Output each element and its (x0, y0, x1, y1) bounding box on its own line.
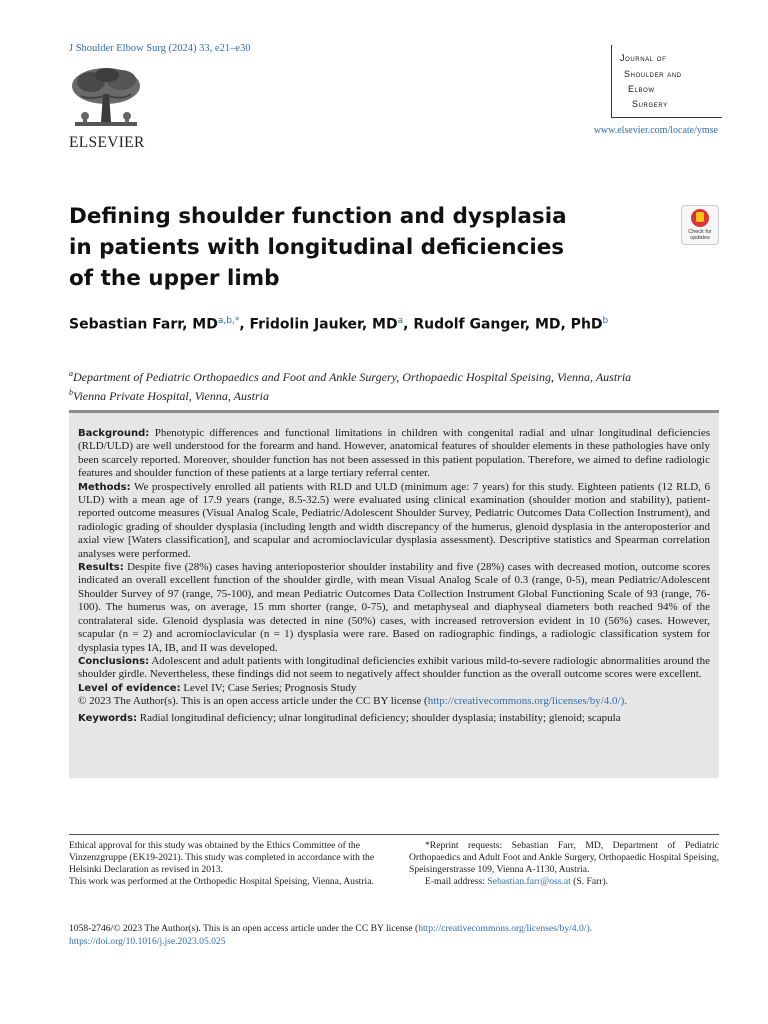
abstract-level-of-evidence (78, 682, 710, 695)
doi-link[interactable]: https://doi.org/10.1016/j.jse.2023.05.025 (69, 936, 226, 947)
elsevier-tree-icon (69, 66, 143, 132)
abstract-conclusions (78, 655, 710, 682)
ethics-note: Ethical approval for this study was obtained by the Ethics Committee of the Vinzenzgruppe (EK19-2021). This study was completed in accordance with the Helsinki Declaration as revised in 2013. (69, 840, 375, 875)
keywords-text: Radial longitudinal deficiency; ulnar longitudinal deficiency; shoulder dysplasia; instability; glenoid; scapula (139, 711, 621, 724)
abstract-methods (78, 481, 710, 561)
author-separator: , (403, 316, 414, 333)
journal-citation[interactable]: J Shoulder Elbow Surg (2024) 33, e21–e30 (69, 43, 251, 54)
affiliation-item (69, 366, 631, 385)
affiliation-item (69, 385, 631, 404)
section-text: Adolescent and adult patients with longitudinal deficiencies exhibit various mild-to-severe radiologic abnormalities around the shoulder girdle. Nevertheless, these findings did not seem to negatively affect shoulder function as the overall outcome scores were excellent. (78, 654, 710, 681)
check-for-updates-button[interactable] (681, 205, 719, 245)
author-affiliation-link[interactable]: a (397, 316, 404, 326)
footnote-left (69, 840, 381, 888)
email-label: E-mail address: (425, 876, 488, 887)
abstract-box (69, 410, 719, 778)
author-name: Rudolf Ganger, MD, PhD (413, 316, 603, 333)
check-updates-icon (691, 209, 709, 227)
corresponding-author-mark[interactable]: * (234, 316, 240, 326)
journal-name-line-1: Journal of (620, 53, 667, 63)
issn-end: ). (586, 923, 593, 934)
email-suffix: (S. Farr). (570, 876, 609, 887)
journal-url-link[interactable]: www.elsevier.com/locate/ymse (593, 125, 718, 136)
author-separator: , (239, 316, 250, 333)
abstract-background (78, 427, 710, 481)
section-label: Methods: (78, 481, 131, 493)
footnote-divider (69, 834, 719, 835)
author-name: Sebastian Farr, MD (69, 316, 218, 333)
publisher-name: ELSEVIER (69, 134, 145, 151)
footnote-right (409, 840, 719, 888)
copyright-text: © 2023 The Author(s). This is an open access article under the CC BY license ( (78, 695, 428, 708)
section-label: Results: (78, 562, 124, 574)
affiliation-text: Department of Pediatric Orthopaedics and Foot and Ankle Surgery, Orthopaedic Hospital Speising, Vienna, Austria (73, 370, 632, 384)
section-label: Conclusions: (78, 655, 150, 667)
copyright-end: ). (620, 695, 627, 708)
section-label: Level of evidence: (78, 682, 181, 694)
journal-name-line-3: Elbow (628, 84, 655, 94)
journal-logo (611, 45, 722, 118)
article-title: Defining shoulder function and dysplasia in patients with longitudinal deficiencies of the upper limb (69, 204, 567, 291)
bottom-info (69, 922, 592, 948)
license-link[interactable]: http://creativecommons.org/licenses/by/4.0/ (427, 695, 621, 708)
journal-name-line-2: Shoulder and (624, 69, 682, 79)
license-link[interactable]: http://creativecommons.org/licenses/by/4.0/ (418, 923, 587, 934)
section-text: We prospectively enrolled all patients with RLD and ULD (minimum age: 7 years) for this study. Eighteen patients (12 RLD, 6 ULD) with a mean age of 17.9 years (range, 8.5-32.5) were evaluated using clinical examination (shoulder motion and stability), patient-reported outcome measures (Visual Analog Scale, Pediatric/Adolescent Shoulder Survey, Pediatric Outcomes Data Collection Instrument), and radiologic grading of shoulder dysplasia (including length and width discrepancy of the humerus, glenoid dysplasia in the anteroposterior and axial view [Waters classification], and scapular and acromioclavicular dysplasia assessment). Descriptive statistics and Spearman correlation analyses were performed. (78, 480, 710, 560)
affiliation-marker: a (69, 369, 73, 378)
author-affiliation-link[interactable]: a,b, (217, 316, 235, 326)
affiliation-text: Vienna Private Hospital, Vienna, Austria (73, 389, 269, 403)
location-note: This work was performed at the Orthopedic Hospital Speising, Vienna, Austria. (69, 876, 374, 887)
section-text: Level IV; Case Series; Prognosis Study (183, 681, 357, 694)
section-text: Despite five (28%) cases having anterioposterior shoulder instability and five (28%) cases with decreased motion, outcome scores indicated an overall excellent function of the shoulder girdle, with mean Visual Analog Scale of 0.3 (range, 0-5), mean Pediatric/Adolescent Shoulder Survey of 97 (range, 75-100), and mean Pediatric Outcomes Data Collection Instrument Global Functioning Scale of 93 (range, 76-100). The humerus was, on average, 15 mm shorter (range, 0-75), and metaphyseal and diaphyseal diameters both reached 94% of the contralateral side. Glenoid dysplasia was detected in nine (50%) cases, with increased retroversion evident in 10 (56%) cases. However, scapular (n = 2) and acromioclavicular (n = 1) dysplasia were rare. Based on radiographic findings, a radiologic classification system for dysplasia types IA, IB, and II was developed. (78, 561, 710, 654)
author-list (69, 316, 608, 333)
journal-name-line-4: Surgery (632, 99, 668, 109)
abstract-copyright (78, 695, 710, 708)
issn-text: 1058-2746/© 2023 The Author(s). This is an open access article under the CC BY license ( (69, 923, 419, 934)
reprint-note: *Reprint requests: Sebastian Farr, MD, Department of Pediatric Orthopaedics and Adult Foot and Ankle Surgery, Orthopaedic Hospital Speising, Speisingerstrasse 109, Vienna A-1130, Austria. (409, 840, 719, 875)
author-name: Fridolin Jauker, MD (249, 316, 398, 333)
email-link[interactable]: Sebastian.farr@oss.at (487, 876, 571, 887)
check-updates-label: Check for updates (688, 229, 712, 241)
section-text: Phenotypic differences and functional limitations in children with congenital radial and ulnar longitudinal deficiencies (RLD/ULD) are well understood for the forearm and hand. However, anatomical features of shoulder elements in these pathologies have only been scarcely reported. Moreover, shoulder function has not been assessed in this patient population. Therefore, we aimed to define radiologic features and shoulder function of these patients at a large tertiary referral center. (78, 427, 710, 480)
issn-line (69, 922, 592, 935)
elsevier-logo (69, 66, 143, 152)
email-note (409, 876, 719, 888)
author-affiliation-link[interactable]: b (602, 316, 609, 326)
abstract-keywords (78, 712, 710, 725)
abstract-results (78, 561, 710, 655)
section-label: Background: (78, 428, 150, 439)
affiliations (69, 366, 631, 404)
section-label: Keywords: (78, 712, 138, 724)
affiliation-marker: b (69, 388, 73, 397)
